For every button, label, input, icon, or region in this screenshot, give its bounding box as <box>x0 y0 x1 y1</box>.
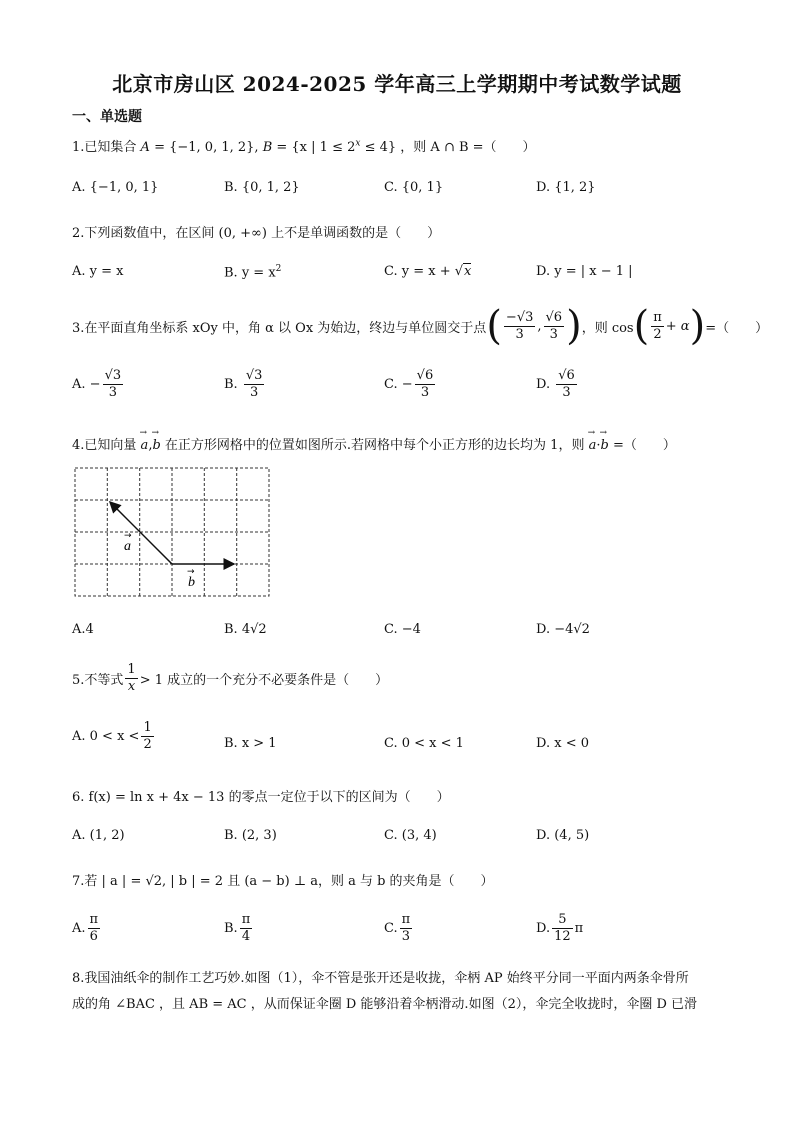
q2-option-c-root: x <box>464 264 472 279</box>
q2-option-c[interactable]: C. y = x + √x <box>384 264 472 279</box>
q3-option-b-den: 3 <box>249 385 259 400</box>
q6-option-d[interactable]: D. (4, 5) <box>536 828 590 843</box>
q1-prefix: 1.已知集合 <box>72 140 137 155</box>
q4-vec-a: → a <box>141 438 149 453</box>
q4-tail: =（ ） <box>608 438 676 453</box>
q6-options <box>72 828 732 868</box>
q7-option-c-num: π <box>401 912 411 927</box>
q7-option-a[interactable] <box>72 912 102 945</box>
question-1 <box>72 136 536 155</box>
q7-option-c-den: 3 <box>401 929 411 944</box>
q7-option-d[interactable] <box>536 912 583 945</box>
q5-option-b[interactable]: B. x > 1 <box>224 736 277 751</box>
q2-option-d[interactable]: D. y = | x − 1 | <box>536 264 633 279</box>
q1-set-b-pre: = {x | 1 ≤ 2 <box>276 140 356 155</box>
q1-option-c[interactable]: C. {0, 1} <box>384 180 444 195</box>
q6-option-a[interactable]: A. (1, 2) <box>72 828 125 843</box>
q3-option-a[interactable] <box>72 368 125 401</box>
q7-option-d-num: 5 <box>552 912 573 929</box>
q7-option-c[interactable] <box>384 912 414 945</box>
svg-text:→: → <box>124 531 132 541</box>
q7-option-c-label: C. <box>384 921 398 936</box>
question-4 <box>72 434 676 453</box>
question-7: 7.若 | a | = √2, | b | = 2 且 (a − b) ⊥ a，则 a 与 b 的夹角是（ ） <box>72 874 494 889</box>
q1-set-a: = {−1, 0, 1, 2}, <box>154 140 263 155</box>
q1-set-a-name: A <box>140 140 150 155</box>
q7-option-b-num: π <box>241 912 251 927</box>
question-2: 2.下列函数值中，在区间 (0, +∞) 上不是单调函数的是（ ） <box>72 226 441 241</box>
q1-option-a[interactable]: A. {−1, 0, 1} <box>72 180 159 195</box>
q4-comma: , <box>148 438 153 453</box>
q4-option-b[interactable]: B. 4√2 <box>224 622 267 637</box>
question-8 <box>72 966 724 1018</box>
q3-point-x-num: −√3 <box>505 309 534 325</box>
q5-option-a-den: 2 <box>143 737 152 752</box>
q3-option-c[interactable] <box>384 368 437 401</box>
q1-set-b-post: ≤ 4} <box>360 140 397 155</box>
q3-option-d-den: 3 <box>562 385 571 400</box>
q2-option-c-text: C. y = x + <box>384 264 455 279</box>
q3-option-c-den: 3 <box>420 385 430 400</box>
q3-option-b-label: B. <box>224 377 238 392</box>
q1-option-d[interactable]: D. {1, 2} <box>536 180 596 195</box>
q4-vec-b: → b <box>152 438 160 453</box>
q3-text-2: ，则 cos <box>581 320 634 336</box>
vector-grid-figure <box>74 466 274 600</box>
q7-option-b-label: B. <box>224 921 238 936</box>
q1-options <box>72 180 732 220</box>
q2-option-a[interactable]: A. y = x <box>72 264 124 279</box>
q5-post: > 1 成立的一个充分不必要条件是（ ） <box>139 673 389 688</box>
q4-options <box>72 622 732 662</box>
q5-pre: 5.不等式 <box>72 673 124 688</box>
q4-option-c[interactable]: C. −4 <box>384 622 421 637</box>
q4-vec-a-2: → a <box>589 438 597 453</box>
q3-option-a-num: √3 <box>104 368 122 383</box>
q7-option-d-den: 12 <box>554 929 571 944</box>
q2-option-b-text: B. y = x <box>224 265 276 281</box>
q3-point-y-num: √6 <box>545 309 563 325</box>
q3-option-b-num: √3 <box>245 368 263 383</box>
vector-a-label: a <box>124 539 131 554</box>
q3-point-x-den: 3 <box>515 326 524 342</box>
q8-line-2: 成的角 ∠BAC ，且 AB = AC ，从而保证伞圈 D 能够沿着伞柄滑动.如图（2），伞完全收拢时，伞圈 D 已滑 <box>72 997 698 1012</box>
q4-vec-b-2: → b <box>601 438 609 453</box>
q3-alpha: + α <box>665 318 690 334</box>
q7-option-a-den: 6 <box>89 929 98 944</box>
q3-option-a-den: 3 <box>108 385 117 400</box>
q6-option-c[interactable]: C. (3, 4) <box>384 828 437 843</box>
question-3: 3.在平面直角坐标系 xOy 中，角 α 以 Ox 为始边，终边与单位圆交于点 ( $\frac{-√3}{3}$ , $\frac{√6}{3}$ ) ，则 cos ( $\frac{\pi}{2}$ + α ) =（ ） <box>72 303 769 349</box>
q5-num: 1 <box>127 662 136 677</box>
q4-option-d[interactable]: D. −4√2 <box>536 622 590 637</box>
q3-two: 2 <box>653 326 662 342</box>
q3-tail: =（ ） <box>705 320 769 336</box>
q3-option-b[interactable] <box>224 368 266 401</box>
q1-set-b-name: B <box>262 140 273 155</box>
q5-option-d[interactable]: D. x < 0 <box>536 736 589 751</box>
q2-option-b[interactable] <box>224 264 281 280</box>
q5-options <box>72 720 732 766</box>
q5-den: x <box>127 679 136 694</box>
q3-option-d-label: D. <box>536 377 551 392</box>
q4-dot: · <box>596 438 601 453</box>
q5-option-a[interactable] <box>72 720 156 753</box>
q3-option-d[interactable] <box>536 368 579 401</box>
q3-option-c-num: √6 <box>416 368 434 383</box>
q1-tail: ，则 A ∩ B =（ ） <box>400 140 536 155</box>
q2-options <box>72 264 732 304</box>
question-6: 6. f(x) = ln x + 4x − 13 的零点一定位于以下的区间为（ ） <box>72 790 450 805</box>
q7-option-a-label: A. <box>72 921 86 936</box>
q7-option-a-num: π <box>89 912 99 927</box>
q1-option-b[interactable]: B. {0, 1, 2} <box>224 180 300 195</box>
svg-text:→: → <box>187 567 195 577</box>
page-title: 北京市房山区 2024-2025 学年高三上学期期中考试数学试题 <box>112 72 682 96</box>
q2-option-b-exp: 2 <box>275 264 282 274</box>
q8-line-1: 8.我国油纸伞的制作工艺巧妙.如图（1），伞不管是张开还是收拢，伞柄 AP 始终平分同一平面内两条伞骨所 <box>72 971 689 986</box>
q7-option-d-label: D. <box>536 921 551 936</box>
q7-options <box>72 912 732 952</box>
q3-pi: π <box>653 309 662 325</box>
q3-option-d-num: √6 <box>558 368 575 383</box>
question-5 <box>72 662 388 695</box>
q3-point-y-den: 3 <box>549 326 558 342</box>
q4-pre: 4.已知向量 <box>72 438 141 453</box>
q5-option-a-pre: A. 0 < x < <box>72 729 140 744</box>
q6-option-b[interactable]: B. (2, 3) <box>224 828 277 843</box>
section-heading: 一、单选题 <box>72 109 142 125</box>
q7-option-d-tail: π <box>574 921 584 936</box>
q3-option-a-label: A. <box>72 377 86 392</box>
q3-option-c-label: C. <box>384 377 398 392</box>
vector-b-label: b <box>188 575 195 590</box>
q3-option-a-sign: − <box>89 377 101 392</box>
q1-exponent: x <box>355 138 361 149</box>
q5-option-a-num: 1 <box>143 720 152 735</box>
q5-option-c[interactable]: C. 0 < x < 1 <box>384 736 464 751</box>
q7-option-b[interactable] <box>224 912 254 945</box>
vector-a-arrow <box>110 502 172 564</box>
q3-text-1: 3.在平面直角坐标系 xOy 中，角 α 以 Ox 为始边，终边与单位圆交于点 <box>72 320 487 336</box>
q4-mid: 在正方形网格中的位置如图所示.若网格中每个小正方形的边长均为 1，则 <box>160 438 589 453</box>
q7-option-b-den: 4 <box>241 929 251 944</box>
q3-options <box>72 368 732 408</box>
q3-option-c-sign: − <box>401 377 413 392</box>
q4-option-a[interactable]: A.4 <box>72 622 94 637</box>
